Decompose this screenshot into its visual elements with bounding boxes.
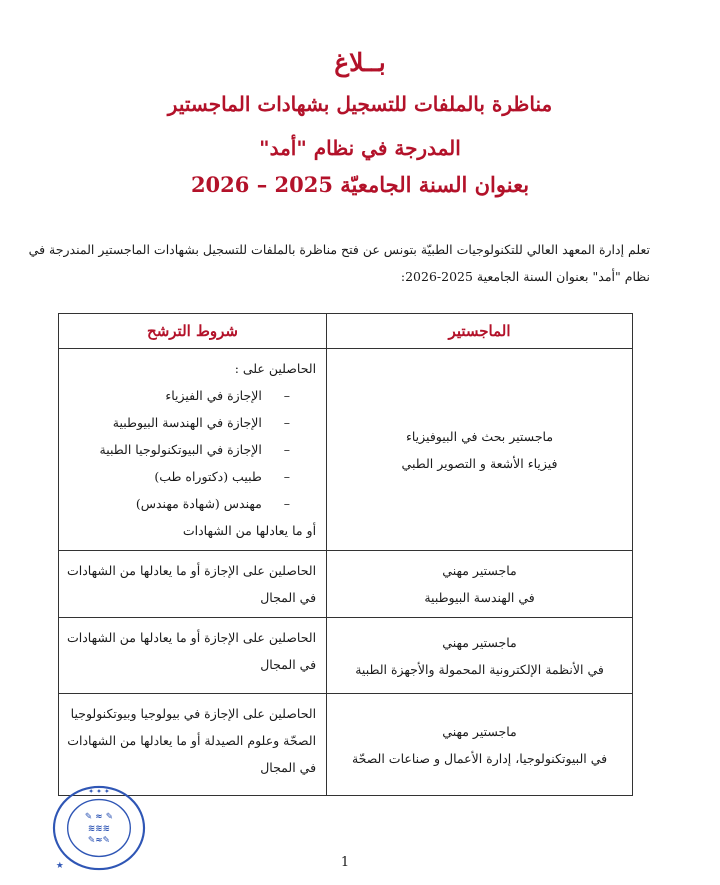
conditions-outro: أو ما يعادلها من الشهادات (182, 523, 317, 538)
table-row (59, 618, 633, 694)
lmd-system-title: المدرجة في نظام "أمد" (259, 136, 461, 160)
competition-title: مناظرة بالملفات للتسجيل بشهادات الماجستير (167, 92, 553, 116)
conditions-line: في المجال (260, 760, 317, 775)
conditions-line: في المجال (260, 590, 317, 605)
page-number: 1 (340, 855, 350, 870)
svg-text:≋≋≋: ≋≋≋ (87, 823, 111, 834)
announcement-heading: بــلاغ (334, 48, 386, 77)
conditions-cell (59, 618, 327, 694)
list-item: – مهندس (شهادة مهندس) (67, 490, 316, 517)
conditions-line: الصحّة وعلوم الصيدلة أو ما يعادلها من الشهادات (67, 733, 317, 748)
master-cell (327, 551, 633, 618)
masters-table (58, 313, 633, 796)
list-item: – الإجازة في البيوتكنولوجيا الطبية (67, 436, 316, 463)
master-specialty: في الأنظمة الإلكترونية المحمولة والأجهزة الطبية (355, 661, 604, 677)
conditions-line: الحاصلين على الإجازة في بيولوجيا وبيوتكنولوجيا (70, 706, 317, 721)
table-row (59, 551, 633, 618)
list-item: – الإجازة في الهندسة البيوطبية (67, 409, 316, 436)
table-row (59, 349, 633, 551)
svg-text:✎ ≈ ✎: ✎ ≈ ✎ (84, 812, 114, 823)
header-master: الماجستير (327, 314, 633, 349)
svg-text:★: ★ (55, 861, 64, 872)
academic-year-title: بعنوان السنة الجامعيّة 2025 – 2026 (190, 172, 530, 197)
intro-paragraph (28, 236, 650, 290)
table-header-row (59, 314, 633, 349)
conditions-cell (59, 694, 327, 796)
conditions-cell (59, 349, 327, 551)
list-item: – الإجازة في الفيزياء (67, 382, 316, 409)
conditions-intro: الحاصلين على : (234, 361, 317, 376)
conditions-list (67, 382, 316, 517)
master-name: ماجستير مهني (442, 723, 517, 739)
table-row (59, 694, 633, 796)
header-conditions: شروط الترشح (59, 314, 327, 349)
intro-line: تعلم إدارة المعهد العالي للتكنولوجيات الطبيّة بتونس عن فتح مناظرة بالملفات للتسجيل بشهادات الماجستير المندرجة في (28, 242, 650, 257)
master-cell (327, 349, 633, 551)
list-item: – طبيب (دكتوراه طب) (67, 463, 316, 490)
svg-text:✎≈✎: ✎≈✎ (87, 835, 111, 846)
conditions-line: الحاصلين على الإجازة أو ما يعادلها من الشهادات (67, 630, 317, 645)
conditions-line: الحاصلين على الإجازة أو ما يعادلها من الشهادات (67, 563, 317, 578)
master-specialty: في الهندسة البيوطبية (424, 590, 535, 605)
master-specialty: في البيوتكنولوجيا، إدارة الأعمال و صناعات الصحّة (351, 750, 608, 766)
master-specialty: فيزياء الأشعة و التصوير الطبي (401, 455, 558, 471)
svg-text:✦ ✦ ✦: ✦ ✦ ✦ (88, 787, 110, 796)
conditions-cell (59, 551, 327, 618)
intro-line: نظام "أمد" بعنوان السنة الجامعية 2025-2026: (400, 269, 650, 284)
master-name: ماجستير مهني (442, 563, 517, 578)
master-cell (327, 618, 633, 694)
master-name: ماجستير بحث في البيوفيزياء (406, 428, 554, 444)
master-name: ماجستير مهني (442, 634, 517, 650)
conditions-line: في المجال (260, 657, 317, 672)
master-cell (327, 694, 633, 796)
